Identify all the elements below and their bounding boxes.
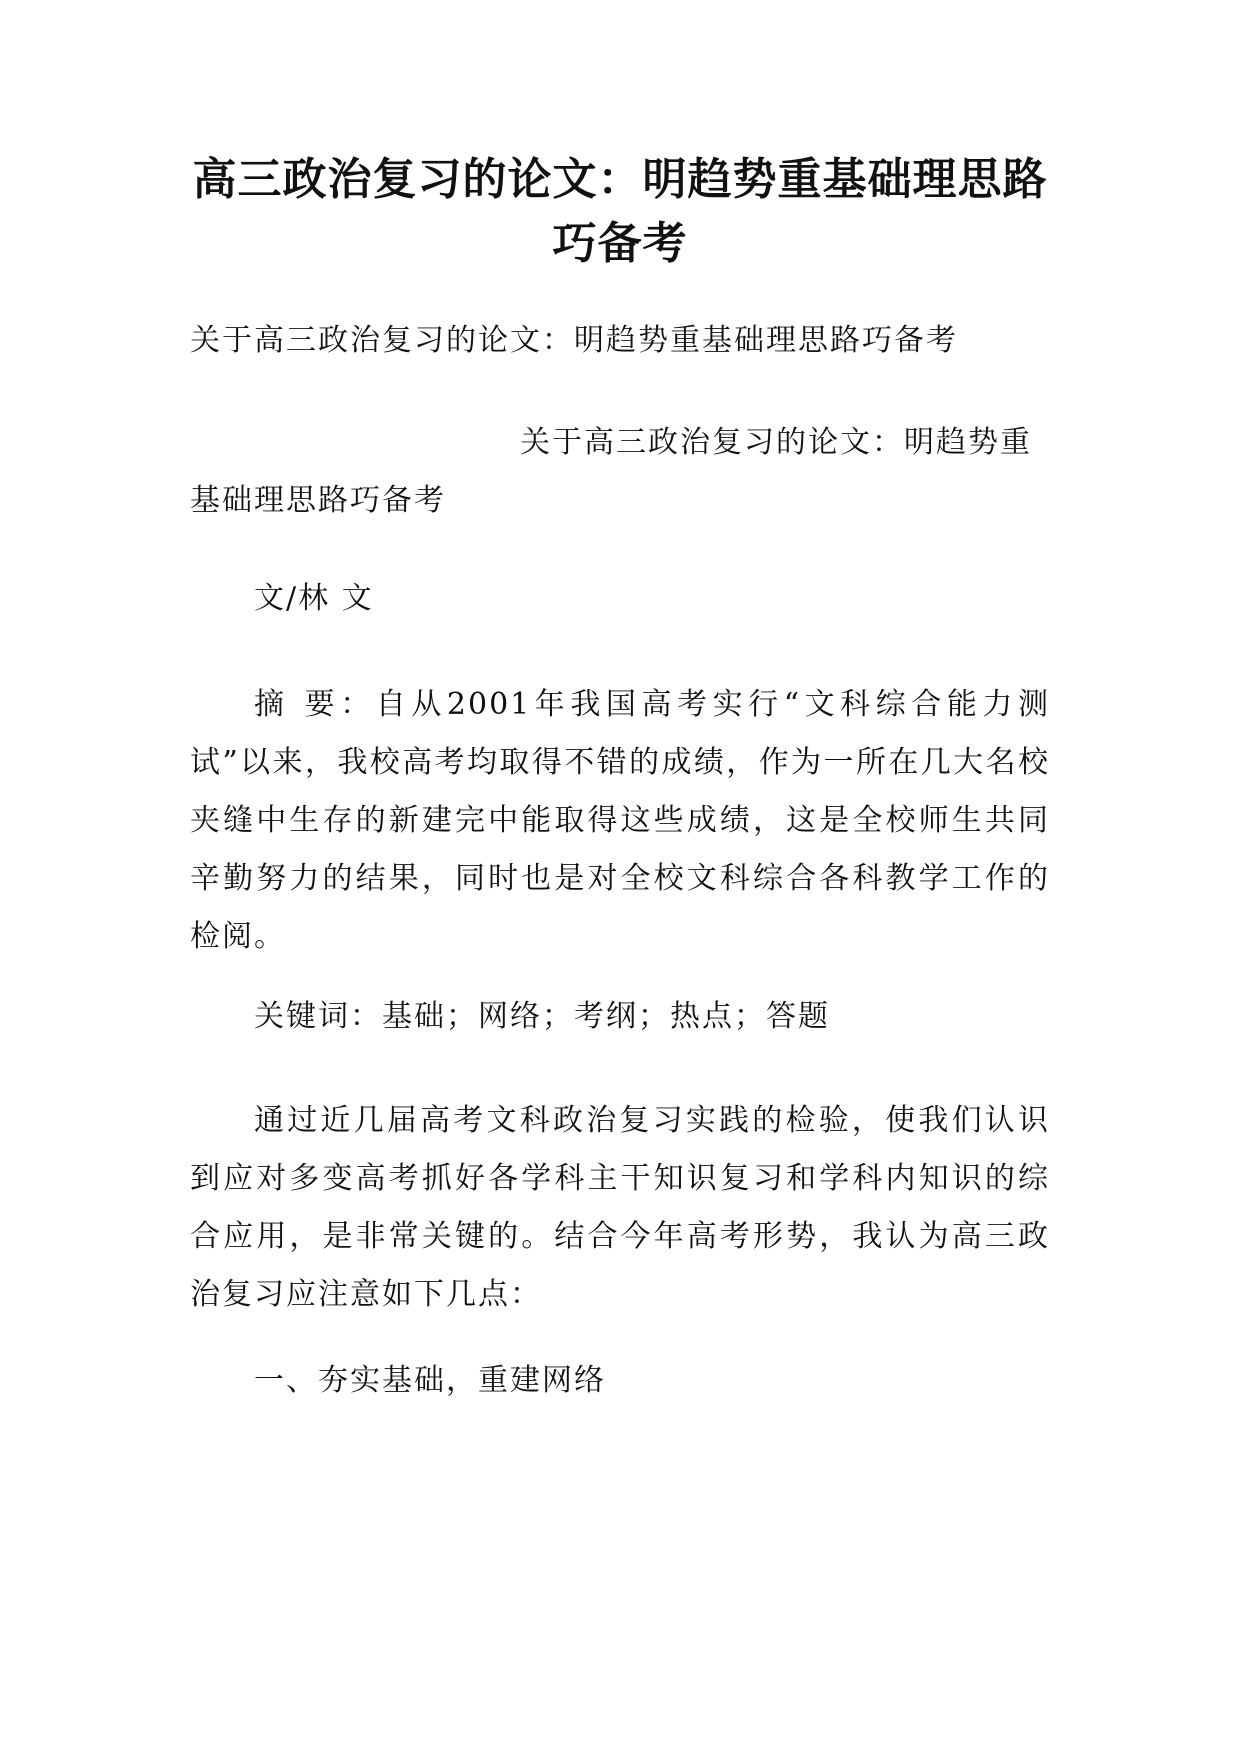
subtitle-line: 关于高三政治复习的论文：明趋势重基础理思路巧备考 (190, 323, 958, 358)
intro-paragraph: 通过近几届高考文科政治复习实践的检验，使我们认识到应对多变高考抓好各学科主干知识复习和学科内知识的综合应用，是非常关键的。结合今年高考形势，我认为高三政治复习应注意如下几点： (190, 1103, 1050, 1312)
abstract-paragraph: 摘 要：自从2001年我国高考实行“文科综合能力测试”以来，我校高考均取得不错的成绩，作为一所在几大名校夹缝中生存的新建完中能取得这些成绩，这是全校师生共同辛勤努力的结果，同时也是对全校文科综合各科教学工作的检阅。 (190, 687, 1050, 954)
keywords-line: 关键词：基础；网络；考纲；热点；答题 (254, 999, 830, 1034)
section-heading: 一、夯实基础，重建网络 (254, 1363, 606, 1398)
author-line: 文/林 文 (254, 581, 374, 616)
heading-repeat: 关于高三政治复习的论文：明趋势重基础理思路巧备考 (190, 425, 1032, 518)
document-title: 高三政治复习的论文：明趋势重基础理思路巧备考 (192, 154, 1048, 269)
